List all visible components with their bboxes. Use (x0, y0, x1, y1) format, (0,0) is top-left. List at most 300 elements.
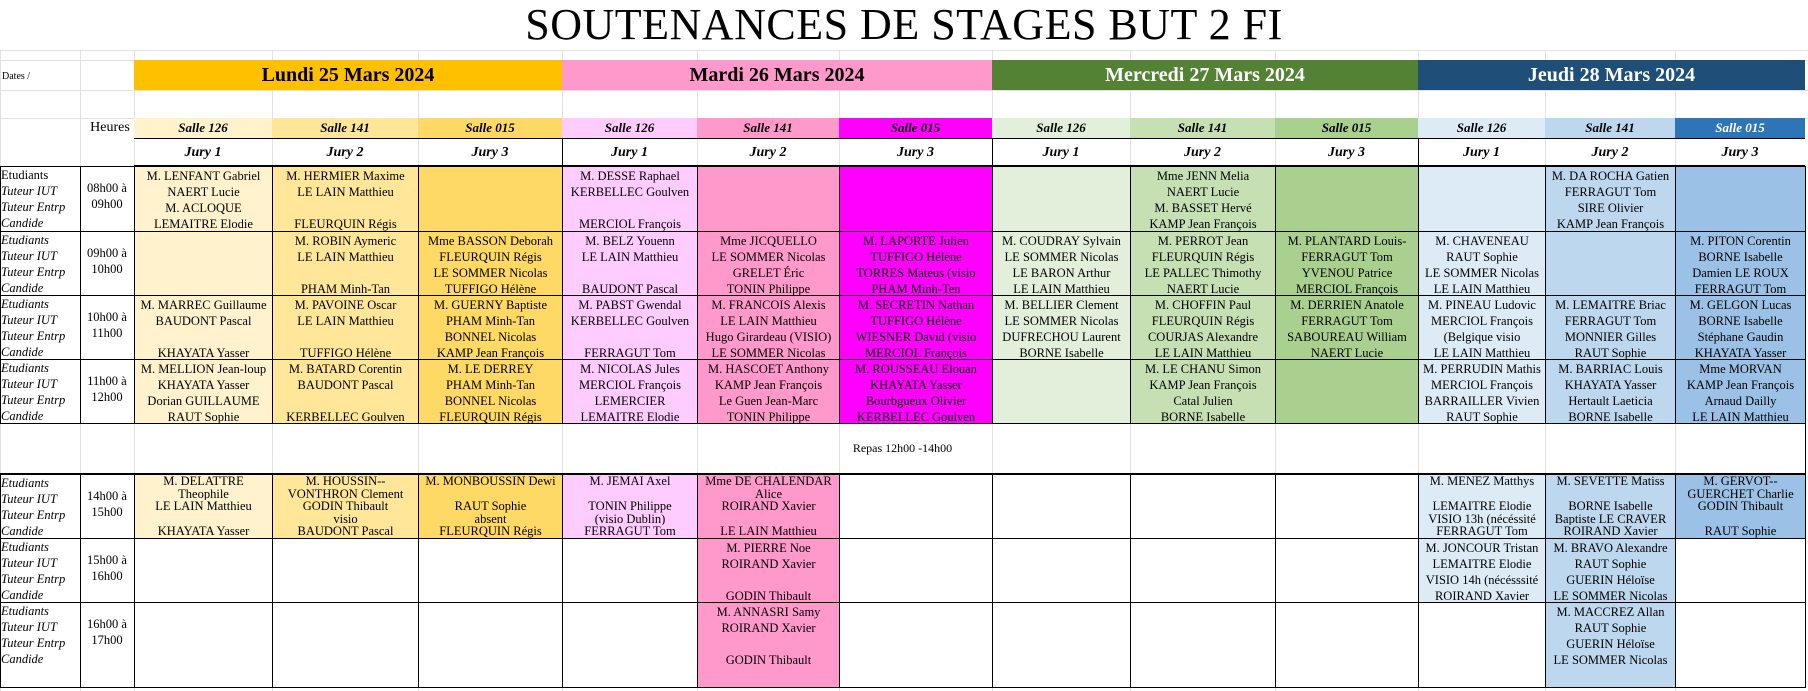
schedule-cell[interactable] (1675, 474, 1806, 539)
cell-line: TONIN Philippe (588, 500, 672, 513)
jury-header: Jury 2 (1130, 138, 1275, 166)
cell-line (698, 513, 839, 526)
time-text: 10h00 à (87, 310, 127, 324)
row-labels (1, 359, 79, 423)
cell-line: FERRAGUT Tom (1436, 525, 1528, 538)
cell-line: VONTHRON Clement (287, 487, 404, 501)
cell-line (273, 393, 418, 409)
schedule-cell[interactable] (1418, 538, 1546, 603)
cell-line (135, 513, 272, 526)
cell-line: LE LAIN Matthieu (297, 250, 394, 264)
cell-line: M. JEMAI Axel (589, 475, 671, 488)
schedule-cell[interactable] (1545, 538, 1676, 603)
sheet-border (0, 166, 1, 423)
cell-line: MONNIER Gilles (1564, 330, 1657, 344)
row-border (0, 231, 1805, 232)
cell-line: Baptiste LE CRAVER (1554, 512, 1667, 526)
cell-line: BORNE Isabelle (1160, 410, 1246, 424)
cell-line: LE LAIN Matthieu (581, 250, 679, 264)
cell-line: LE SOMMER Nicolas (1004, 250, 1119, 264)
cell-line: M. HERMIER Maxime (286, 169, 405, 183)
cell-line: LE LAIN Matthieu (297, 314, 394, 328)
cell-line: BAUDONT Pascal (582, 282, 678, 296)
cell-line: TUFFIGO Hélène (444, 282, 537, 296)
row-label: Tuteur Entrp (1, 200, 66, 214)
cell-line: BORNE Isabelle (1568, 500, 1653, 513)
page-title: SOUTENANCES DE STAGES BUT 2 FI (525, 0, 1283, 49)
cell-line: M. MONBOUSSIN Dewi (425, 475, 556, 488)
cell-line: TONIN Philippe (726, 410, 811, 424)
cell-line: M. ANNASRI Samy (716, 605, 821, 619)
cell-line: RAUT Sophie (1446, 410, 1518, 424)
cell-line: LEMAITRE Elodie (1432, 500, 1532, 513)
cell-line: ROIRAND Xavier (1563, 525, 1658, 538)
cell-line: LE LAIN Matthieu (720, 525, 817, 538)
schedule-cell[interactable] (1545, 231, 1676, 296)
schedule-cell[interactable] (1130, 295, 1276, 360)
cell-line: GODIN Thibault (725, 589, 812, 603)
row-border (0, 166, 1805, 167)
room-header: Salle 141 (1130, 118, 1275, 138)
dates-label: Dates / (2, 71, 31, 82)
cell-line: Arnaud Dailly (1704, 394, 1777, 408)
cell-line: RAUT Sophie (1574, 346, 1647, 360)
day-divider (1418, 138, 1419, 166)
cell-line: FLEURQUIN Régis (439, 410, 542, 424)
cell-line: FERRAGUT Tom (584, 525, 676, 538)
time-slot (80, 373, 134, 407)
cell-line: M. GELGON Lucas (1689, 298, 1792, 312)
cell-line: Mme JICQUELLO (720, 234, 817, 248)
jury-header: Jury 1 (1418, 138, 1545, 166)
row-border (0, 687, 1805, 688)
jury-header: Jury 2 (697, 138, 839, 166)
jury-header: Jury 2 (1545, 138, 1675, 166)
schedule-cell[interactable] (1275, 166, 1419, 232)
schedule-cell[interactable] (1275, 538, 1419, 603)
cell-line: RAUT Sophie (1574, 557, 1647, 571)
schedule-cell[interactable] (1418, 474, 1546, 539)
schedule-cell[interactable] (1275, 295, 1419, 360)
schedule-cell[interactable] (992, 359, 1131, 424)
schedule-cell[interactable] (839, 602, 993, 688)
jury-header: Jury 2 (272, 138, 418, 166)
cell-line: Bourbgueux Olivier (865, 394, 967, 408)
cell-line: BAUDONT Pascal (155, 314, 252, 328)
schedule-cell[interactable] (1130, 359, 1276, 424)
cell-line: M. GUERNY Baptiste (433, 298, 548, 312)
schedule-cell[interactable] (1275, 602, 1419, 688)
row-label: Candide (1, 345, 44, 359)
cell-line: DUFRECHOU Laurent (1002, 330, 1121, 344)
cell-line: M. HOUSSIN-- (305, 475, 386, 488)
schedule-cell[interactable] (839, 474, 993, 539)
cell-line: M. NICOLAS Jules (580, 362, 680, 376)
cell-line: RAUT Sophie (1574, 621, 1647, 635)
time-text: 10h00 (91, 262, 123, 276)
row-label: Tuteur Entrp (1, 265, 66, 279)
schedule-cell[interactable] (134, 295, 273, 360)
schedule-cell[interactable] (1130, 231, 1276, 296)
jury-header: Jury 3 (839, 138, 992, 166)
schedule-cell[interactable] (1545, 166, 1676, 232)
row-label: Tuteur Entrp (1, 393, 66, 407)
row-label: Tuteur IUT (1, 620, 57, 634)
schedule-cell[interactable] (418, 474, 563, 539)
schedule-cell[interactable] (697, 295, 840, 360)
cell-line: FERRAGUT Tom (1301, 314, 1393, 328)
time-slot (80, 309, 134, 343)
sheet-border (80, 166, 81, 423)
sheet-gridline (0, 90, 1808, 91)
cell-line: M. ACLOQUE (165, 201, 242, 215)
row-label: Etudiants (1, 297, 49, 311)
cell-line: PHAM Minh-Tan (445, 314, 536, 328)
schedule-cell[interactable] (272, 359, 419, 424)
cell-line: GUERCHET Charlie (1687, 487, 1794, 501)
schedule-cell[interactable] (697, 602, 840, 688)
cell-line (563, 488, 697, 501)
schedule-cell[interactable] (418, 231, 563, 296)
cell-line: KHAYATA Yasser (157, 346, 250, 360)
time-text: 15h00 (91, 505, 123, 519)
schedule-cell[interactable] (992, 166, 1131, 232)
schedule-cell[interactable] (839, 359, 993, 424)
schedule-cell[interactable] (1130, 538, 1276, 603)
schedule-cell[interactable] (1275, 474, 1419, 539)
cell-line: BONNEL Nicolas (444, 330, 537, 344)
cell-line: Hugo Girardeau (VISIO) (705, 330, 832, 344)
row-label: Etudiants (1, 540, 49, 554)
cell-line: M. MELLION Jean-loup (140, 362, 267, 376)
day-header: Lundi 25 Mars 2024 (134, 60, 562, 90)
schedule-cell[interactable] (134, 231, 273, 296)
schedule-cell[interactable] (697, 231, 840, 296)
cell-line: PHAM Minh-Ten (871, 282, 961, 296)
time-text: 11h00 à (87, 374, 127, 388)
row-label: Tuteur Entrp (1, 329, 66, 343)
row-label: Candide (1, 409, 44, 423)
room-header: Salle 141 (697, 118, 839, 138)
row-label: Tuteur IUT (1, 556, 57, 570)
cell-line: Le Guen Jean-Marc (718, 394, 819, 408)
cell-line: LEMAITRE Elodie (154, 217, 253, 231)
time-text: 09h00 (91, 197, 123, 211)
schedule-cell[interactable] (1675, 359, 1806, 424)
schedule-cell[interactable] (272, 166, 419, 232)
cell-line: LE SOMMER Nicolas (711, 346, 826, 360)
schedule-cell[interactable] (992, 538, 1131, 603)
cell-line: GODIN Thibault (1697, 500, 1784, 513)
schedule-cell[interactable] (1275, 231, 1419, 296)
schedule-grid (0, 50, 1808, 691)
sheet-border (134, 166, 135, 423)
schedule-cell[interactable] (697, 359, 840, 424)
row-label: Candide (1, 588, 44, 602)
cell-line: M. PLANTARD Louis- (1287, 234, 1407, 248)
cell-line: M. PERROT Jean (1157, 234, 1249, 248)
schedule-cell[interactable] (272, 602, 419, 688)
cell-line: BAUDONT Pascal (297, 525, 394, 538)
cell-line: (visio Dublin) (594, 512, 666, 526)
cell-line: M. CHOFFIN Paul (1154, 298, 1252, 312)
cell-line: NAERT Lucie (1166, 282, 1240, 296)
schedule-cell[interactable] (697, 166, 840, 232)
cell-line: KHAYATA Yasser (1564, 378, 1657, 392)
row-label: Tuteur IUT (1, 313, 57, 327)
cell-line: TORRES Mateus (visio (856, 266, 976, 280)
cell-line: ROIRAND Xavier (721, 621, 816, 635)
schedule-cell[interactable] (418, 295, 563, 360)
cell-line: M. MENEZ Matthys (1429, 475, 1535, 488)
cell-line: NAERT Lucie (1166, 185, 1240, 199)
row-label: Etudiants (1, 233, 49, 247)
schedule-cell[interactable] (992, 602, 1131, 688)
cell-line: Theophile (178, 487, 229, 501)
cell-line: GRELET Éric (732, 266, 805, 280)
cell-line: M. SECRETIN Nathan (857, 298, 975, 312)
schedule-cell[interactable] (1545, 295, 1676, 360)
cell-line: M. LAPORTE Julien (863, 234, 969, 248)
time-text: 09h00 à (87, 246, 127, 260)
cell-line: KAMP Jean François (714, 378, 823, 392)
schedule-cell[interactable] (992, 231, 1131, 296)
cell-line: absent (474, 512, 507, 526)
schedule-cell[interactable] (1418, 359, 1546, 424)
cell-line: WIESNER David (visio (855, 330, 977, 344)
schedule-cell[interactable] (1545, 359, 1676, 424)
schedule-cell[interactable] (1275, 359, 1419, 424)
cell-line: LE BARON Arthur (1012, 266, 1111, 280)
schedule-cell[interactable] (1675, 295, 1806, 360)
schedule-cell[interactable] (134, 474, 273, 539)
cell-line: TUFFIGO Hélène (870, 314, 962, 328)
schedule-cell[interactable] (1545, 602, 1676, 688)
cell-line: M. LE DERREY (447, 362, 534, 376)
cell-line: M. LENFANT Gabriel (146, 169, 261, 183)
schedule-cell[interactable] (562, 295, 698, 360)
cell-line: MERCIOL François (579, 378, 681, 392)
row-border (0, 359, 1805, 360)
time-text: 17h00 (91, 633, 123, 647)
cell-line (698, 636, 839, 652)
schedule-cell[interactable] (839, 295, 993, 360)
cell-line: BORNE Isabelle (1698, 250, 1783, 264)
sheet-border (0, 474, 1, 687)
schedule-cell[interactable] (272, 231, 419, 296)
time-slot (80, 488, 134, 522)
row-labels (1, 538, 79, 602)
row-label: Tuteur Entrp (1, 636, 66, 650)
row-border (0, 295, 1805, 296)
room-header: Salle 126 (134, 118, 272, 138)
cell-line (273, 200, 418, 216)
cell-line: SABOUREAU William (1287, 330, 1407, 344)
cell-line: (Belgique visio (1443, 330, 1521, 344)
cell-line: GUERIN Héloïse (1566, 637, 1655, 651)
cell-line: NAERT Lucie (167, 185, 240, 199)
row-labels (1, 166, 79, 231)
cell-line: M. BRAVO Alexandre (1553, 541, 1668, 555)
cell-line: FERRAGUT Tom (584, 346, 676, 360)
cell-line: M. BELZ Youenn (585, 234, 675, 248)
cell-line: KHAYATA Yasser (870, 378, 962, 392)
schedule-cell[interactable] (1675, 231, 1806, 296)
row-label: Tuteur IUT (1, 249, 57, 263)
cell-line: LE LAIN Matthieu (720, 314, 817, 328)
cell-line: M. PERRUDIN Mathis (1423, 362, 1541, 376)
room-header: Salle 141 (272, 118, 418, 138)
jury-header: Jury 1 (134, 138, 272, 166)
schedule-cell[interactable] (562, 538, 698, 603)
cell-line: BARRAILLER Vivien (1424, 394, 1540, 408)
cell-line: LE LAIN Matthieu (1433, 282, 1531, 296)
room-header: Salle 141 (1545, 118, 1675, 138)
schedule-cell[interactable] (272, 538, 419, 603)
cell-line: FLEURQUIN Régis (439, 250, 542, 264)
schedule-cell[interactable] (839, 166, 993, 232)
cell-line: GODIN Thibault (302, 500, 389, 513)
cell-line: M. PITON Corentin (1690, 234, 1791, 248)
schedule-cell[interactable] (272, 295, 419, 360)
cell-line: ROIRAND Xavier (1434, 589, 1530, 603)
row-label: Tuteur Entrp (1, 508, 66, 522)
room-header: Salle 015 (1275, 118, 1418, 138)
schedule-cell[interactable] (697, 474, 840, 539)
row-label: Etudiants (1, 168, 49, 182)
time-text: 14h00 à (87, 489, 127, 503)
cell-line: LEMAITRE Elodie (580, 410, 680, 424)
schedule-cell[interactable] (1130, 166, 1276, 232)
cell-line: TUFFIGO Hélène (299, 346, 392, 360)
row-label: Etudiants (1, 476, 49, 490)
schedule-cell[interactable] (418, 166, 563, 232)
cell-line: GODIN Thibault (725, 653, 812, 667)
schedule-cell[interactable] (418, 359, 563, 424)
schedule-cell[interactable] (1418, 231, 1546, 296)
cell-line: LE LAIN Matthieu (297, 185, 394, 199)
schedule-cell[interactable] (134, 538, 273, 603)
schedule-cell[interactable] (839, 538, 993, 603)
cell-line: M. MARREC Guillaume (140, 298, 267, 312)
schedule-cell[interactable] (697, 538, 840, 603)
cell-line (419, 488, 562, 501)
room-header: Salle 015 (839, 118, 992, 138)
cell-line: M. PABST Gwendal (578, 298, 682, 312)
time-slot (80, 245, 134, 279)
schedule-cell[interactable] (562, 474, 698, 539)
jury-header: Jury 3 (1675, 138, 1805, 166)
cell-line: M. FRANCOIS Alexis (711, 298, 826, 312)
sheet-gridline (0, 50, 1808, 51)
cell-line: RAUT Sophie (1704, 525, 1777, 538)
cell-line (563, 200, 697, 216)
cell-line: M. BATARD Corentin (288, 362, 403, 376)
cell-line: M. DA ROCHA Gatien (1551, 169, 1670, 183)
room-header: Salle 015 (418, 118, 562, 138)
cell-line: FERRAGUT Tom (1564, 185, 1657, 199)
row-border (0, 602, 1805, 603)
schedule-cell[interactable] (562, 231, 698, 296)
schedule-cell[interactable] (1675, 602, 1806, 688)
schedule-cell[interactable] (1130, 602, 1276, 688)
time-text: 08h00 à (87, 181, 127, 195)
schedule-cell[interactable] (134, 602, 273, 688)
cell-line (698, 572, 839, 588)
cell-line: KERBELLEC Goulven (570, 314, 690, 328)
schedule-cell[interactable] (992, 474, 1131, 539)
cell-line: MERCIOL François (1431, 378, 1533, 392)
schedule-cell[interactable] (134, 359, 273, 424)
cell-line (563, 329, 697, 345)
schedule-cell[interactable] (1675, 166, 1806, 232)
cell-line: LE LAIN Matthieu (1692, 410, 1789, 424)
cell-line: FERRAGUT Tom (1301, 250, 1393, 264)
schedule-cell[interactable] (134, 166, 273, 232)
cell-line: KHAYATA Yasser (157, 525, 250, 538)
schedule-cell[interactable] (1130, 474, 1276, 539)
cell-line: VISIO 14h (nécésssité (1425, 573, 1539, 587)
cell-line: VISIO 13h (nécéssité (1428, 512, 1536, 526)
schedule-cell[interactable] (1418, 166, 1546, 232)
time-text: 11h00 (91, 326, 123, 340)
schedule-cell[interactable] (562, 602, 698, 688)
cell-line: M. DERRIEN Anatole (1290, 298, 1404, 312)
row-label: Etudiants (1, 361, 49, 375)
schedule-cell[interactable] (839, 231, 993, 296)
cell-line: M. MACCREZ Allan (1556, 605, 1665, 619)
day-header: Jeudi 28 Mars 2024 (1418, 60, 1805, 90)
cell-line: LE SOMMER Nicolas (433, 266, 548, 280)
cell-line: M. CHAVENEAU (1435, 234, 1529, 248)
row-label: Candide (1, 216, 44, 230)
schedule-cell[interactable] (418, 538, 563, 603)
schedule-cell[interactable] (992, 295, 1131, 360)
cell-line: M. PAVOINE Oscar (294, 298, 397, 312)
cell-line (1546, 488, 1675, 501)
cell-line: LEMERCIER (594, 394, 666, 408)
cell-line: KAMP Jean François (1149, 217, 1257, 231)
cell-line: Mme MORVAN (1699, 362, 1782, 376)
jury-header: Jury 3 (418, 138, 562, 166)
cell-line: M. BELLIER Clement (1004, 298, 1119, 312)
cell-line: PHAM Minh-Tan (300, 282, 391, 296)
cell-line: FERRAGUT Tom (1694, 282, 1787, 296)
row-label: Candide (1, 652, 44, 666)
cell-line: YVENOU Patrice (1301, 266, 1393, 280)
cell-line: KAMP Jean François (1556, 217, 1665, 231)
schedule-cell[interactable] (1675, 538, 1806, 603)
schedule-cell[interactable] (272, 474, 419, 539)
schedule-cell[interactable] (418, 602, 563, 688)
cell-line: RAUT Sophie (1446, 250, 1518, 264)
cell-line: KERBELLEC Goulven (856, 410, 976, 424)
cell-line: KERBELLEC Goulven (570, 185, 690, 199)
cell-line (1676, 513, 1805, 526)
schedule-cell[interactable] (1545, 474, 1676, 539)
time-text: 16h00 à (87, 617, 127, 631)
schedule-cell[interactable] (1418, 295, 1546, 360)
row-labels (1, 295, 79, 359)
cell-line: MERCIOL François (1431, 314, 1533, 328)
schedule-cell[interactable] (1418, 602, 1546, 688)
schedule-cell[interactable] (562, 359, 698, 424)
cell-line: FLEURQUIN Régis (1151, 250, 1255, 264)
cell-line: LE LAIN Matthieu (1433, 346, 1531, 360)
row-label: Tuteur IUT (1, 492, 57, 506)
schedule-cell[interactable] (562, 166, 698, 232)
cell-line: LE LAIN Matthieu (1013, 282, 1110, 296)
